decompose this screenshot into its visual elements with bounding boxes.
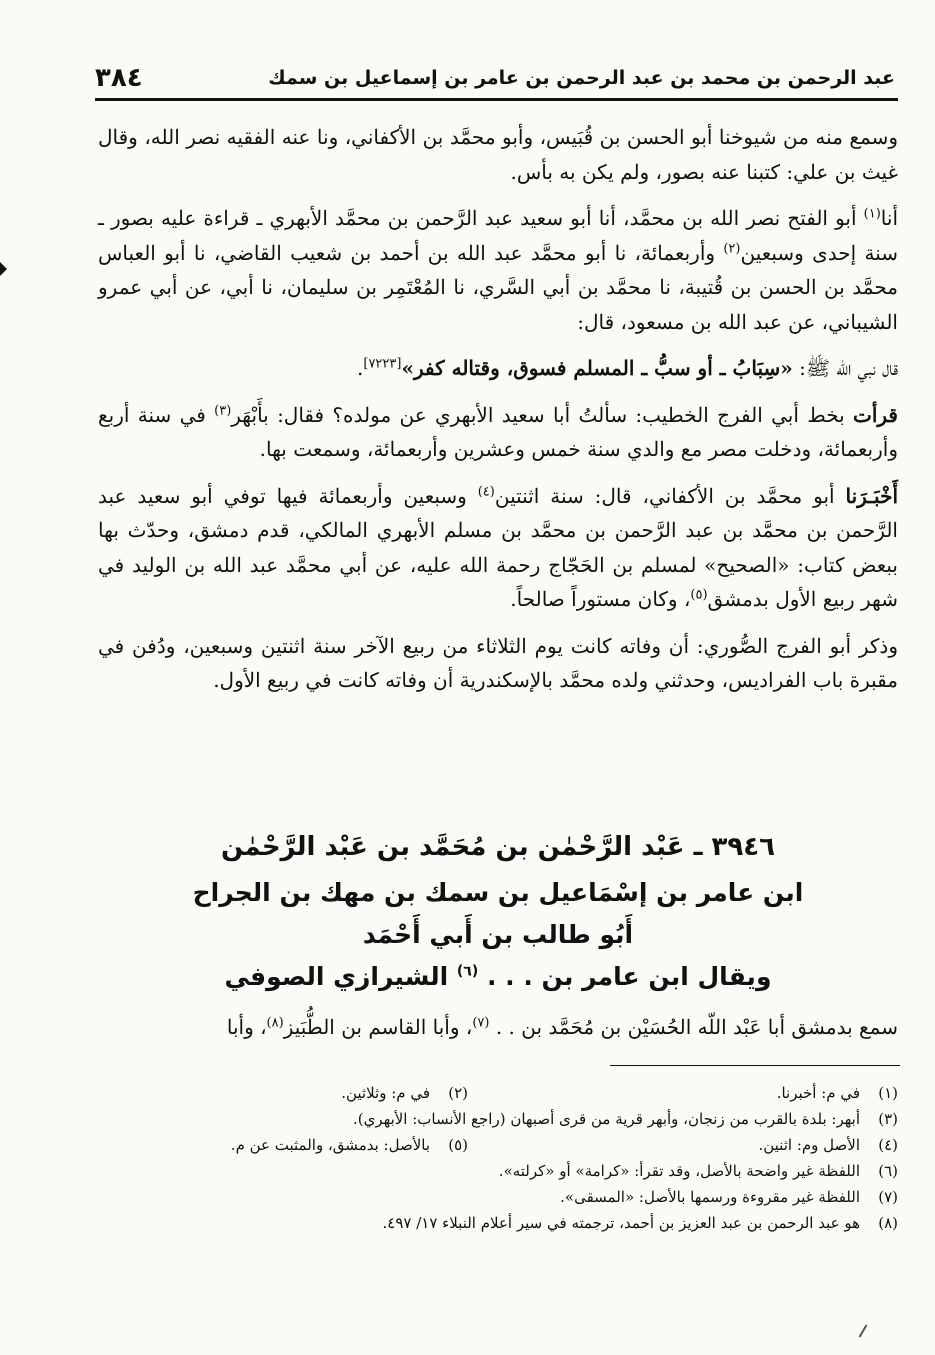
hadith-text: «سِبَابُ ـ أو سبُّ ـ المسلم فسوق، وقتاله كفر» bbox=[401, 356, 793, 380]
footnote-row bbox=[98, 1132, 898, 1158]
entry-heading-line bbox=[98, 962, 898, 991]
footnote-row bbox=[98, 1184, 898, 1210]
paragraph bbox=[98, 120, 898, 189]
footnote-text: اللفظة غير مقروءة ورسمها بالأصل: «المسقى». bbox=[560, 1188, 860, 1206]
footnote bbox=[353, 1106, 898, 1132]
footnote-marker: (٣) bbox=[214, 402, 232, 418]
footnote-number: (٧) bbox=[878, 1188, 898, 1206]
page-number: ٣٨٤ bbox=[95, 63, 143, 93]
footnote-marker: (٨) bbox=[266, 1015, 284, 1031]
entry-text bbox=[98, 1015, 898, 1039]
paragraph-text: أبو محمَّد بن الأكفاني، قال: سنة اثنتين bbox=[494, 483, 846, 508]
paragraph-text: سمع بدمشق أبا عَبْد اللّه الحُسَيْن بن مُحَمَّد بن . . bbox=[489, 1015, 898, 1039]
entry-heading-line: ابن عامر بن إسْمَاعيل بن سمك بن مهك بن الجراح bbox=[192, 878, 804, 907]
heading-text: الشيرازي الصوفي bbox=[224, 962, 457, 991]
hadith-paragraph bbox=[98, 351, 898, 386]
entry-heading-line: أَبُو طالب بن أَبي أَحْمَد bbox=[362, 920, 634, 949]
footnote bbox=[560, 1184, 898, 1210]
footnote-number: (١) bbox=[878, 1084, 898, 1102]
footnote-marker: (٧) bbox=[472, 1015, 490, 1031]
footnote-marker: (٦) bbox=[456, 963, 479, 980]
paragraph-text: وذكر أبو الفرج الصُّوري: أن وفاته كانت يوم الثلاثاء من ربيع الآخر سنة اثنتين وسبعين، ودُفن في مقبرة باب الفراديس، وحدثني ولده محمَّد بالإسكندرية أن وفاته كانت في ربيع الأول. bbox=[98, 633, 898, 692]
paragraph bbox=[98, 201, 898, 339]
paragraph-text: . bbox=[357, 356, 364, 380]
footnote bbox=[231, 1132, 468, 1158]
margin-mark bbox=[0, 262, 7, 276]
footnote-text: في م: وثلاثين. bbox=[341, 1084, 430, 1102]
footnote-number: (٥) bbox=[448, 1136, 468, 1154]
footnote-marker: (١) bbox=[863, 206, 881, 222]
paragraph bbox=[98, 398, 898, 467]
footnote-text: اللفظة غير واضحة بالأصل، وقد تقرأ: «كرامة» أو «كرلته». bbox=[498, 1162, 860, 1180]
heading-text: ويقال ابن عامر بن . . . bbox=[478, 962, 772, 991]
main-text bbox=[98, 120, 898, 710]
footnote-row bbox=[98, 1106, 898, 1132]
header-rule bbox=[95, 98, 898, 101]
footnote-row bbox=[98, 1158, 898, 1184]
paragraph-lead: قرأت bbox=[853, 402, 898, 427]
paragraph-text: بخط أبي الفرج الخطيب: سألتُ أبا سعيد الأبهري عن مولده؟ فقال: بأَبْهَر bbox=[231, 402, 854, 427]
footnote bbox=[468, 1080, 898, 1106]
running-title: عبد الرحمن بن محمد بن عبد الرحمن بن عامر بن إسماعيل بن سمك bbox=[268, 67, 895, 89]
paragraph-text: وسبعين وأربعمائة فيها توفي أبو سعيد عبد الرَّحمن بن محمَّد بن عبد الرَّحمن بن محمَّد بن مسلم الأبهري المالكي، قدم دمشق، وحدّث بها ببعض كتاب: «الصحيح» لمسلم بن الحَجّاج رحمة الله عليه، عن أبي محمَّد عبد الله بن الوليد في شهر ربيع الأول بدمشق bbox=[98, 483, 898, 611]
paragraph-text: ، وكان مستوراً صالحاً. bbox=[510, 587, 691, 611]
paragraph-text: أبو الفتح نصر الله بن محمَّد، أنا أبو سعيد عبد الرَّحمن بن محمَّد الأبهري ـ قراءة عليه بصور ـ سنة إحدى وسبعين bbox=[98, 206, 898, 265]
paragraph-text: وسمع منه من شيوخنا أبو الحسن بن قُبَيس، وأبو محمَّد بن الأكفاني، ونا عنه الفقيه نصر الله، وقال غيث بن علي: كتبنا عنه بصور، ولم يكن به بأس. bbox=[98, 125, 898, 184]
footnote-number: (٨) bbox=[878, 1214, 898, 1232]
entry-heading-line: ٣٩٤٦ ـ عَبْد الرَّحْمٰن بن مُحَمَّد بن عَبْد الرَّحْمٰن bbox=[220, 832, 775, 862]
footnotes bbox=[98, 1080, 898, 1236]
footnote bbox=[341, 1080, 468, 1106]
footnote-row bbox=[98, 1080, 898, 1106]
footnote bbox=[383, 1210, 899, 1236]
footnote-text: أبهر: بلدة بالقرب من زنجان، وأبهر قرية من قرى أصبهان (راجع الأنساب: الأبهري). bbox=[353, 1110, 860, 1128]
paragraph-text: وأربعمائة، نا أبو محمَّد عبد الله بن أحمد بن شعيب القاضي، نا أبو العباس محمَّد بن الحسن بن قُتيبة، نا محمَّد بن أبي السَّري، نا المُعْتَمِر بن سليمان، نا أبي، عن أبي عمرو الشيباني، عن عبد الله بن مسعود، قال: bbox=[98, 240, 898, 334]
paragraph-lead: أنا bbox=[880, 206, 898, 230]
paragraph-text: ، وأبا bbox=[226, 1015, 267, 1039]
footnote-number: (٣) bbox=[878, 1110, 898, 1128]
footnote-text: بالأصل: بدمشق، والمثبت عن م. bbox=[230, 1136, 430, 1154]
footnote-number: (٢) bbox=[448, 1084, 468, 1102]
footnote-text: هو عبد الرحمن بن عبد العزيز بن أحمد، ترجمته في سير أعلام النبلاء ١٧/ ٤٩٧. bbox=[382, 1214, 860, 1232]
footnote-number: (٦) bbox=[878, 1162, 898, 1180]
footnote-number: (٤) bbox=[878, 1136, 898, 1154]
footnote-row bbox=[98, 1210, 898, 1236]
hadith-intro: قال نبي الله ﷺ: bbox=[792, 356, 898, 380]
paragraph-text: في سنة أربع وأربعمائة، ودخلت مصر مع والدي سنة خمس وعشرين وأربعمائة، وسمعت بها. bbox=[98, 402, 898, 461]
page-header bbox=[95, 58, 895, 98]
pencil-mark bbox=[859, 1324, 868, 1337]
footnote-rule bbox=[610, 1065, 900, 1066]
hadith-number: [٧٢٢٣] bbox=[363, 356, 402, 372]
paragraph bbox=[98, 629, 898, 698]
paragraph-text: ، وأبا القاسم بن الطُّبَيز bbox=[283, 1015, 473, 1039]
footnote-text: في م: أخبرنا. bbox=[776, 1084, 860, 1102]
footnote bbox=[468, 1132, 898, 1158]
paragraph bbox=[98, 479, 898, 617]
footnote-text: الأصل وم: اثنين. bbox=[758, 1136, 860, 1154]
footnote-marker: (٥) bbox=[690, 587, 708, 603]
paragraph-lead: أَخْبَـرَنا bbox=[845, 483, 898, 508]
footnote-marker: (٢) bbox=[723, 240, 741, 256]
footnote bbox=[499, 1158, 898, 1184]
footnote-marker: (٤) bbox=[477, 483, 495, 499]
